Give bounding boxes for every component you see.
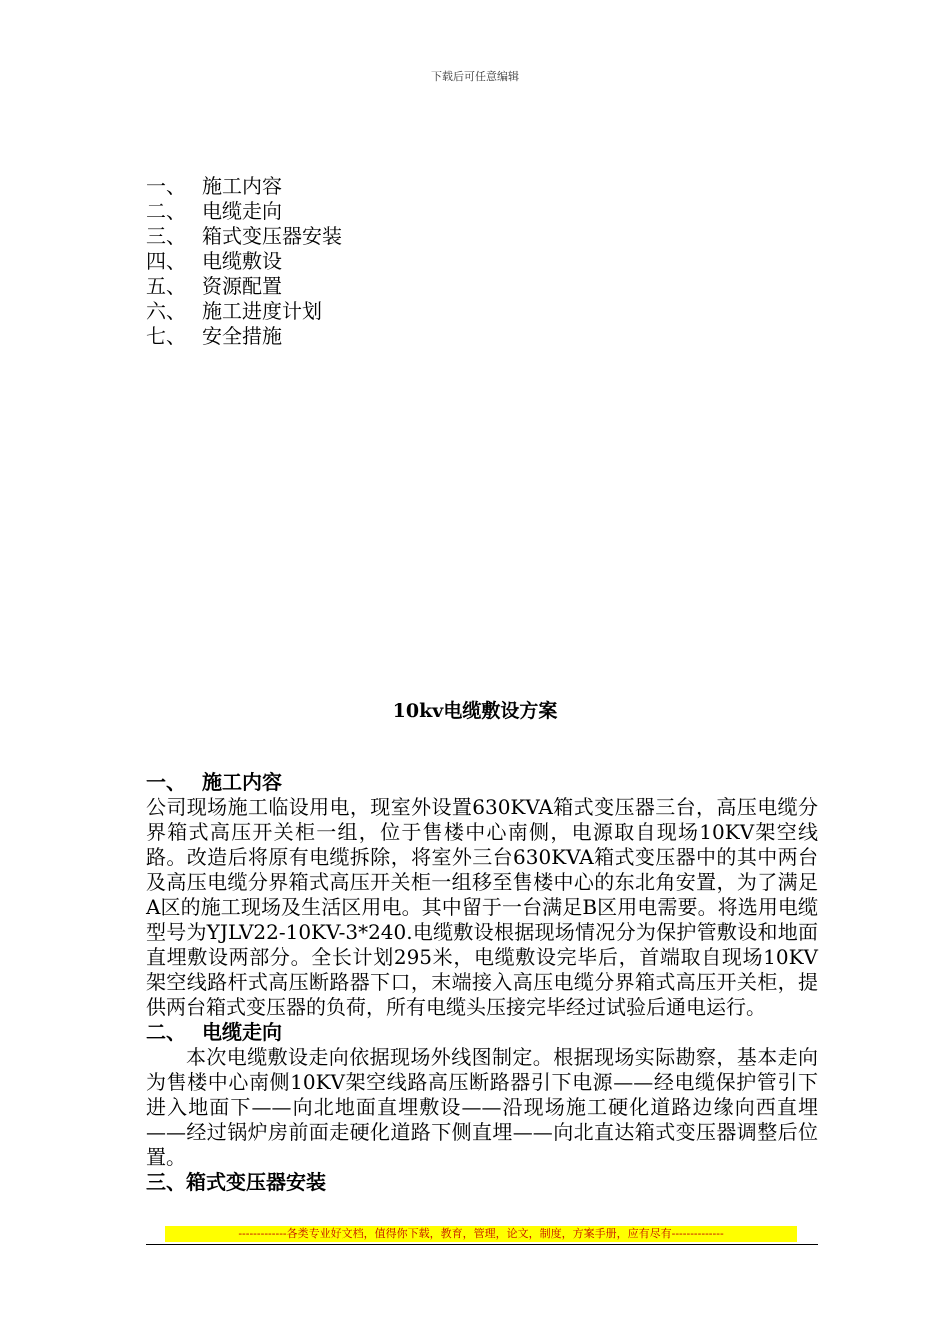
section-heading — [146, 770, 818, 795]
toc-number: 一、 — [146, 174, 186, 198]
toc-item — [146, 249, 342, 274]
toc-item — [146, 299, 342, 324]
toc-label: 电缆走向 — [202, 199, 282, 223]
section-number: 一、 — [146, 770, 186, 794]
header-note: 下载后可任意编辑 — [431, 70, 519, 83]
document-title: 10kv电缆敷设方案 — [392, 700, 558, 722]
section-paragraph: 本次电缆敷设走向依据现场外线图制定。根据现场实际勘察，基本走向为售楼中心南侧10KV架空线路高压断路器引下电源——经电缆保护管引下进入地面下——向北地面直埋敷设——沿现场施工硬化道路边缘向西直埋——经过锅炉房前面走硬化道路下侧直埋——向北直达箱式变压器调整后位置。 — [146, 1045, 818, 1169]
toc-item — [146, 199, 342, 224]
toc-number: 五、 — [146, 274, 186, 298]
toc-number: 六、 — [146, 299, 186, 323]
section-number: 三、 — [146, 1170, 186, 1194]
toc-item — [146, 224, 342, 249]
section-number: 二、 — [146, 1020, 186, 1044]
toc-item — [146, 274, 342, 299]
section-heading — [146, 1170, 818, 1195]
toc-number: 二、 — [146, 199, 186, 223]
section-paragraph: 公司现场施工临设用电，现室外设置630KVA箱式变压器三台，高压电缆分界箱式高压开关柜一组，位于售楼中心南侧，电源取自现场10KV架空线路。改造后将原有电缆拆除，将室外三台630KVA箱式变压器中的其中两台及高压电缆分界箱式高压开关柜一组移至售楼中心的东北角安置，为了满足A区的施工现场及生活区用电。其中留于一台满足B区用电需要。将选用电缆型号为YJLV22-10KV-3*240.电缆敷设根据现场情况分为保护管敷设和地面直埋敷设两部分。全长计划295米，电缆敷设完毕后，首端取自现场10KV架空线路杆式高压断路器下口，末端接入高压电缆分界箱式高压开关柜，提供两台箱式变压器的负荷，所有电缆头压接完毕经过试验后通电运行。 — [146, 795, 818, 1019]
section-title: 施工内容 — [202, 770, 282, 794]
footer-banner: -------------各类专业好文档，值得你下载，教育，管理，论文，制度，方案手册，应有尽有-------------- — [165, 1226, 797, 1242]
toc-label: 电缆敷设 — [202, 249, 282, 273]
toc-label: 施工内容 — [202, 174, 282, 198]
toc-label: 资源配置 — [202, 274, 282, 298]
document-body — [146, 770, 818, 1195]
toc-label: 箱式变压器安装 — [202, 224, 342, 248]
toc-number: 四、 — [146, 249, 186, 273]
toc-label: 安全措施 — [202, 324, 282, 348]
section-title: 电缆走向 — [202, 1020, 282, 1044]
toc-label: 施工进度计划 — [202, 299, 322, 323]
toc-item — [146, 324, 342, 349]
table-of-contents — [146, 174, 342, 349]
footer-divider — [146, 1244, 818, 1245]
section-heading — [146, 1020, 818, 1045]
toc-item — [146, 174, 342, 199]
toc-number: 三、 — [146, 224, 186, 248]
section-title: 箱式变压器安装 — [186, 1170, 326, 1194]
toc-number: 七、 — [146, 324, 186, 348]
